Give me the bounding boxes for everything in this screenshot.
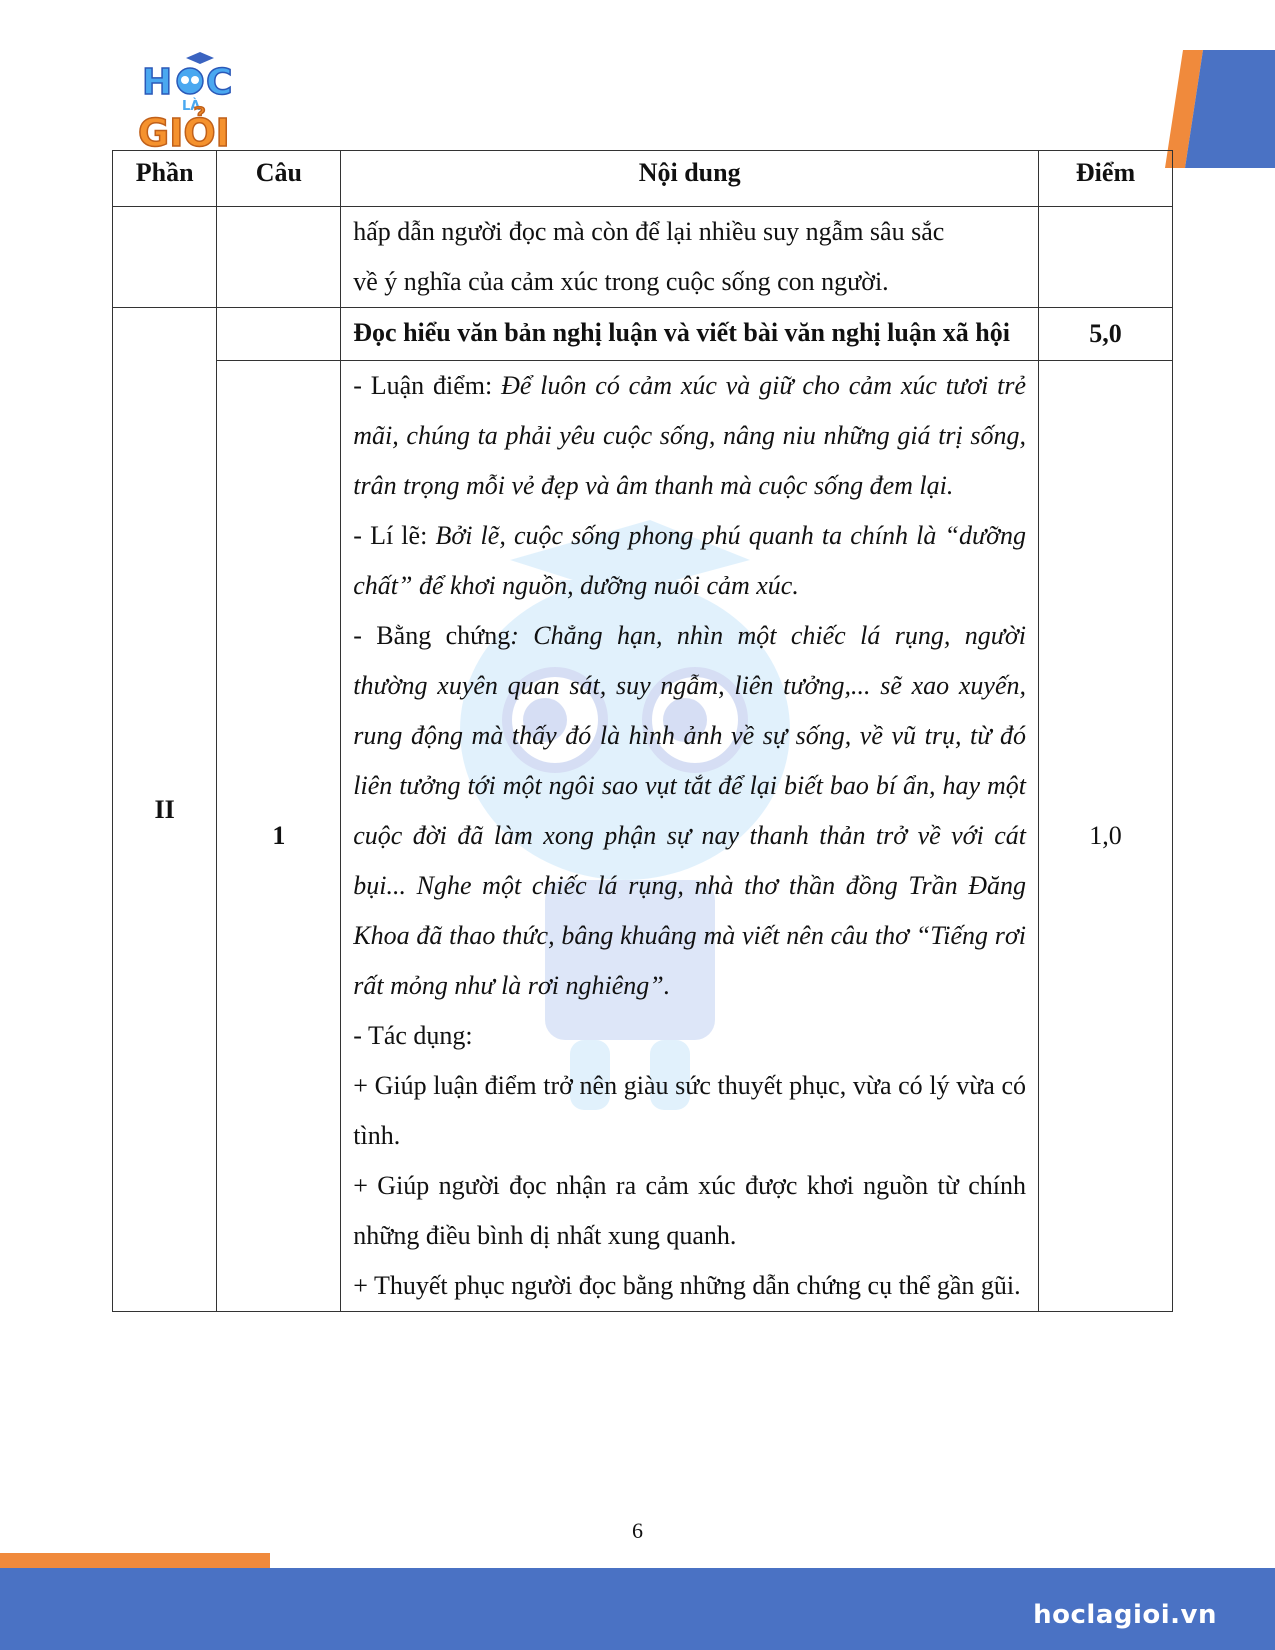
cell-empty bbox=[217, 207, 341, 308]
header-cau: Câu bbox=[217, 151, 341, 207]
footer-accent bbox=[0, 1553, 270, 1569]
header-diem: Điểm bbox=[1039, 151, 1173, 207]
answer-content bbox=[341, 361, 1039, 1312]
section-score: 5,0 bbox=[1039, 308, 1173, 361]
luan-diem-label: - Luận điểm: bbox=[353, 371, 502, 400]
header-phan: Phần bbox=[113, 151, 217, 207]
corner-decoration bbox=[1165, 50, 1275, 168]
bang-chung-label: - Bằng chứng bbox=[353, 621, 511, 650]
cell-empty bbox=[217, 308, 341, 361]
effect-item: + Giúp luận điểm trở nên giàu sức thuyết phục, vừa có lý vừa có tình. bbox=[353, 1071, 1027, 1150]
luan-diem-paragraph bbox=[353, 361, 1026, 511]
grading-table bbox=[112, 150, 1173, 1312]
li-le-label: - Lí lẽ: bbox=[353, 521, 436, 550]
cell-empty bbox=[113, 207, 217, 308]
table-row bbox=[113, 308, 1173, 361]
table-header-row bbox=[113, 151, 1173, 207]
bang-chung-paragraph bbox=[353, 611, 1026, 1011]
bang-chung-text: : Chẳng hạn, nhìn một chiếc lá rụng, người thường xuyên quan sát, suy ngẫm, liên tưởng,... sẽ xao xuyến, rung động mà thấy đó là hình ảnh về sự sống, về vũ trụ, từ đó liên tưởng tới một ngôi sao vụt tắt để lại biết bao bí ẩn, hay một cuộc đời đã làm xong phận sự nay thanh thản trở về với cát bụi... Nghe một chiếc lá rụng, nhà thơ thần đồng Trần Đăng Khoa đã thao thức, bâng khuâng mà viết nên câu thơ “Tiếng rơi rất mỏng như là rơi nghiêng”. bbox=[353, 621, 1027, 1000]
svg-text:LÀ: LÀ bbox=[182, 99, 201, 114]
li-le-paragraph bbox=[353, 511, 1026, 611]
continued-line: hấp dẫn người đọc mà còn để lại nhiều suy ngẫm sâu sắc bbox=[353, 217, 945, 246]
footer-brand-url: hoclagioi.vn bbox=[1033, 1600, 1217, 1630]
hoc-la-gioi-logo bbox=[138, 50, 253, 150]
table-row bbox=[113, 207, 1173, 308]
section-title: Đọc hiểu văn bản nghị luận và viết bài văn nghị luận xã hội bbox=[341, 308, 1039, 361]
table-row bbox=[113, 361, 1173, 1312]
continued-line: về ý nghĩa của cảm xúc trong cuộc sống con người. bbox=[353, 267, 889, 296]
svg-text:C: C bbox=[206, 62, 233, 103]
effect-item: + Giúp người đọc nhận ra cảm xúc được khơi nguồn từ chính những điều bình dị nhất xung quanh. bbox=[353, 1171, 1027, 1250]
header-noi-dung: Nội dung bbox=[341, 151, 1039, 207]
cell-empty bbox=[1039, 207, 1173, 308]
continued-content bbox=[341, 207, 1039, 308]
page-number: 6 bbox=[632, 1518, 643, 1543]
phan-number: II bbox=[113, 308, 217, 1312]
cau-number: 1 bbox=[217, 361, 341, 1312]
svg-text:H: H bbox=[142, 62, 173, 103]
cau-score: 1,0 bbox=[1039, 361, 1173, 1312]
tac-dung-label: - Tác dụng: bbox=[353, 1021, 473, 1050]
luan-diem-text: Để luôn có cảm xúc và giữ cho cảm xúc tươi trẻ mãi, chúng ta phải yêu cuộc sống, nâng niu những giá trị sống, trân trọng mỗi vẻ đẹp và âm thanh mà cuộc sống đem lại. bbox=[353, 371, 1027, 500]
effect-item: + Thuyết phục người đọc bằng những dẫn chứng cụ thể gần gũi. bbox=[353, 1271, 1021, 1300]
li-le-text: Bởi lẽ, cuộc sống phong phú quanh ta chính là “dưỡng chất” để khơi nguồn, dưỡng nuôi cảm xúc. bbox=[353, 521, 1027, 600]
svg-text:GIỎI: GIỎI bbox=[138, 111, 230, 150]
